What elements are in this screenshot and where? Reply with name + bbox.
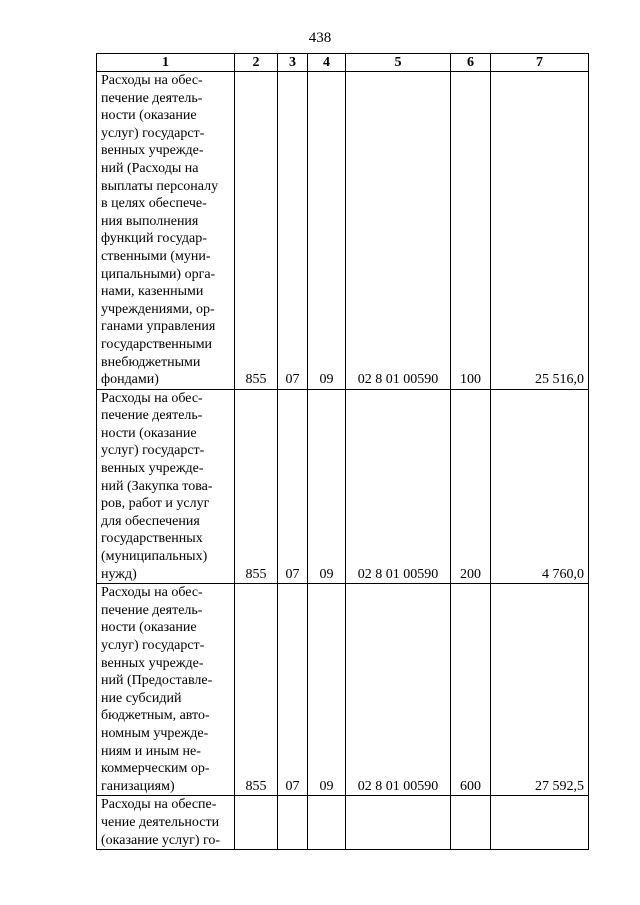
subsection-code-cell: 09 xyxy=(308,72,346,390)
expense-name-line: учреждениями, ор- xyxy=(101,301,215,317)
expense-name-line: номным учрежде- xyxy=(101,725,209,741)
table-row xyxy=(97,389,589,584)
expense-name-line: ний (Предоставле- xyxy=(101,673,213,689)
expense-name-line: функций государ- xyxy=(101,231,207,247)
expense-name-line: Расходы на обес- xyxy=(101,390,203,406)
expense-name-line: коммерческим ор- xyxy=(101,761,210,777)
expense-name-line: венных учрежде- xyxy=(101,461,204,477)
expense-name-line: венных учрежде- xyxy=(101,143,204,159)
expense-name-line: услуг) государст- xyxy=(101,125,205,141)
expense-type-cell: 600 xyxy=(451,584,491,796)
expense-name-line: бюджетным, авто- xyxy=(101,708,210,724)
expense-name-line: ганами управления xyxy=(101,319,216,335)
expense-name-line: внебюджетными xyxy=(101,354,201,370)
expense-name-line: Расходы на обеспе- xyxy=(101,797,217,813)
expense-name-line: печение деятель- xyxy=(101,90,203,106)
ministry-code-cell: 855 xyxy=(235,584,278,796)
target-article-cell: 02 8 01 00590 xyxy=(346,389,451,584)
expense-name-line: ров, работ и услуг xyxy=(101,496,210,512)
expense-name-cell xyxy=(97,72,235,390)
expense-name-line: ния выполнения xyxy=(101,213,199,229)
table-row xyxy=(97,584,589,796)
expense-name-line: ниям и иным не- xyxy=(101,743,201,759)
expense-name-cell xyxy=(97,796,235,850)
amount-cell: 27 592,5 xyxy=(491,584,589,796)
expense-name-line: ний (Закупка това- xyxy=(101,478,213,494)
header-cell-7: 7 xyxy=(491,54,589,72)
ministry-code-cell: 855 xyxy=(235,389,278,584)
target-article-cell xyxy=(346,796,451,850)
expense-name-line: ственными (муни- xyxy=(101,248,211,264)
expense-name-line: Расходы на обес- xyxy=(101,73,203,88)
section-code-cell xyxy=(278,796,308,850)
expense-type-cell: 100 xyxy=(451,72,491,390)
expense-name-line: ности (оказание xyxy=(101,108,197,124)
section-code-cell: 07 xyxy=(278,389,308,584)
header-row xyxy=(97,54,589,72)
header-cell-1: 1 xyxy=(97,54,235,72)
table-row xyxy=(97,72,589,390)
header-cell-3: 3 xyxy=(278,54,308,72)
header-cell-5: 5 xyxy=(346,54,451,72)
expense-name-line: ний (Расходы на xyxy=(101,160,199,176)
expense-name-line: Расходы на обес- xyxy=(101,585,203,601)
expense-name-line: венных учрежде- xyxy=(101,655,204,671)
expense-name-line: ганизациям) xyxy=(101,778,175,794)
expense-type-cell: 200 xyxy=(451,389,491,584)
header-cell-6: 6 xyxy=(451,54,491,72)
ministry-code-cell: 855 xyxy=(235,72,278,390)
expense-name-line: для обеспечения xyxy=(101,513,200,529)
section-code-cell: 07 xyxy=(278,72,308,390)
expense-name-line: государственных xyxy=(101,531,203,547)
expense-name-line: государственными xyxy=(101,336,213,352)
budget-table xyxy=(96,53,589,850)
expense-name-line: печение деятель- xyxy=(101,602,203,618)
header-cell-4: 4 xyxy=(308,54,346,72)
subsection-code-cell xyxy=(308,796,346,850)
expense-name-line: ципальными) орга- xyxy=(101,266,216,282)
amount-cell xyxy=(491,796,589,850)
target-article-cell: 02 8 01 00590 xyxy=(346,584,451,796)
expense-name-line: в целях обеспече- xyxy=(101,196,207,212)
expense-name-cell xyxy=(97,389,235,584)
amount-cell: 25 516,0 xyxy=(491,72,589,390)
expense-name-line: печение деятель- xyxy=(101,408,203,424)
expense-name-line: ние субсидий xyxy=(101,690,182,706)
page-number: 438 xyxy=(308,30,332,46)
expense-type-cell xyxy=(451,796,491,850)
expense-name-line: нами, казенными xyxy=(101,284,204,300)
expense-name-line: ности (оказание xyxy=(101,425,197,441)
amount-cell: 4 760,0 xyxy=(491,389,589,584)
expense-name-line: фондами) xyxy=(101,372,159,388)
expense-name-line: услуг) государст- xyxy=(101,638,205,653)
expense-name-line: услуг) государст- xyxy=(101,443,205,459)
table-row xyxy=(97,796,589,850)
expense-name-line: чение деятельности xyxy=(101,814,220,830)
section-code-cell: 07 xyxy=(278,584,308,796)
ministry-code-cell xyxy=(235,796,278,850)
subsection-code-cell: 09 xyxy=(308,389,346,584)
target-article-cell: 02 8 01 00590 xyxy=(346,72,451,390)
expense-name-line: ности (оказание xyxy=(101,620,197,636)
expense-name-line: (муниципальных) xyxy=(101,549,208,565)
expense-name-line: нужд) xyxy=(101,566,137,582)
expense-name-line: (оказание услуг) го- xyxy=(101,832,221,848)
expense-name-cell xyxy=(97,584,235,796)
expense-name-line: выплаты персоналу xyxy=(101,178,219,194)
header-cell-2: 2 xyxy=(235,54,278,72)
subsection-code-cell: 09 xyxy=(308,584,346,796)
